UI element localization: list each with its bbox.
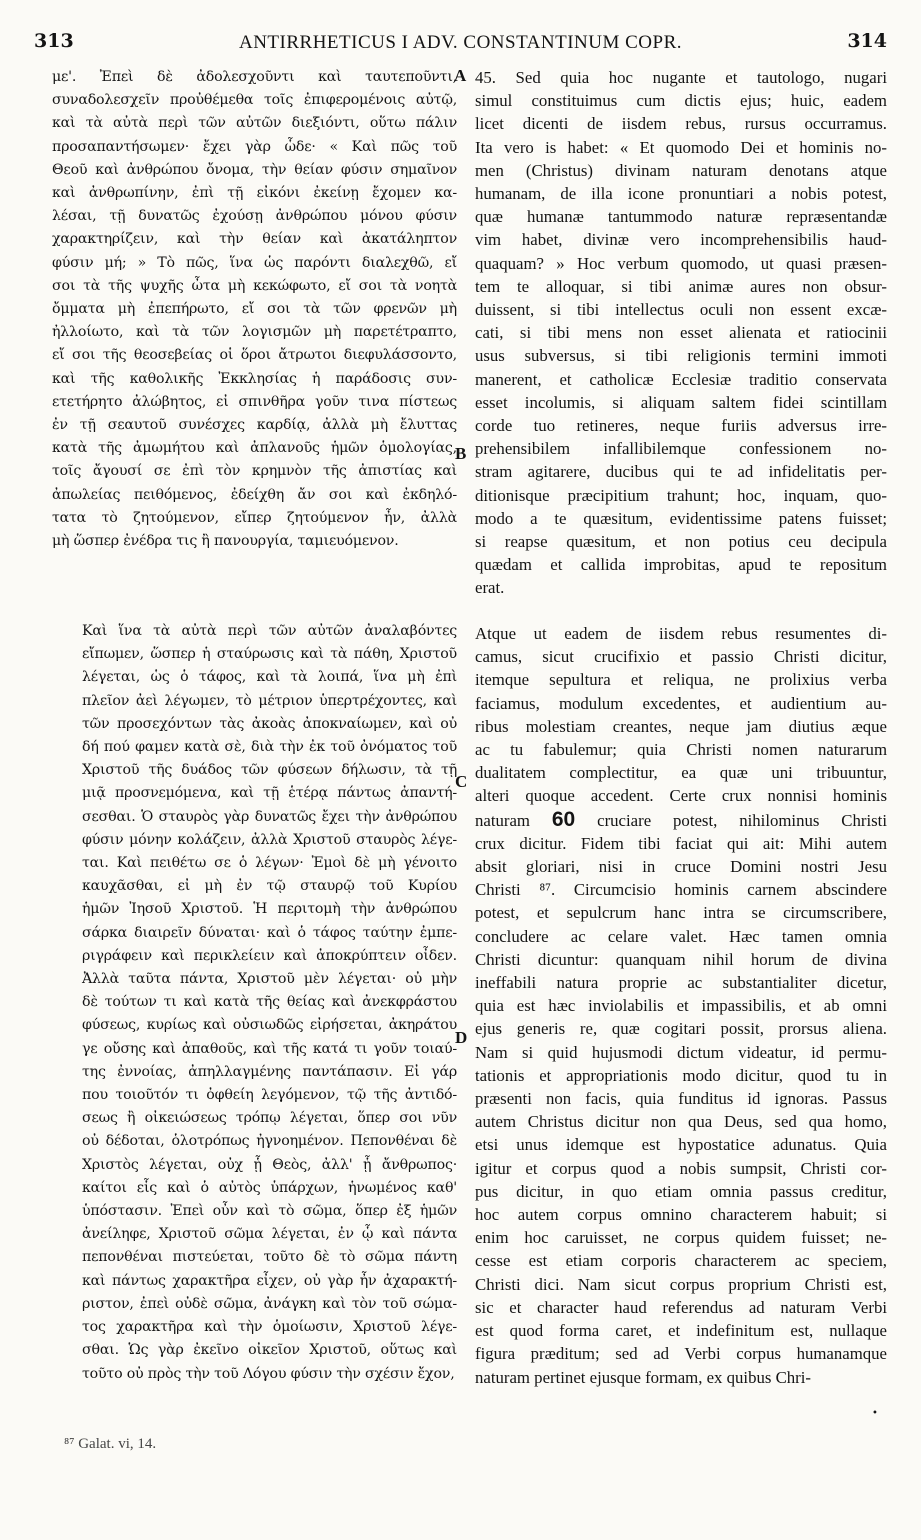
text-line: ac tu fabulemur; quia Christi nomen naturarum: [475, 740, 887, 760]
text-line: ἠλλοίωτο, καὶ τὰ τῶν λογισμῶν μὴ παρετέτραπτο,: [52, 324, 457, 341]
text-line: concludere ac celare valet. Hæc tamen omnia: [475, 926, 887, 946]
text-line: Ita vero is habet: « Et quomodo Dei et hominis no-: [475, 137, 887, 157]
margin-marker-b: B: [455, 444, 467, 463]
text-line: erat.: [475, 578, 505, 598]
text-line: εἴπωμεν, ὥσπερ ἡ σταύρωσις καὶ τὰ πάθη, Χριστοῦ: [82, 646, 457, 663]
text-line: τῶν προσεχόντων τὰς ἀκοὰς ἀποκναίωμεν, καὶ οὐ: [82, 715, 457, 732]
text-line: licet dicenti de iisdem rebus, rursus occurramus.: [475, 114, 887, 134]
page-number-right: 314: [847, 30, 887, 52]
text-line: corde tuo retineres, neque furiis adversus irre-: [475, 416, 887, 436]
text-line: tationis et appropriationis modo dicitur, quod tu in: [475, 1065, 887, 1085]
text-line: Christi dicuntur: quanquam nihil horum de divina: [475, 949, 887, 969]
text-line: λέγεται, ὡς ὁ τάφος, καὶ τὰ λοιπά, ἵνα μὴ ἐπὶ: [82, 669, 457, 686]
text-line: τος χαρακτῆρα καὶ τὴν ὁμοίωσιν, Χριστοῦ λέγε-: [82, 1319, 457, 1336]
text-line: ριστον, ἐπεὶ οὐδὲ σῶμα, ἀνάγκη καὶ τὸν τοῦ σώμα-: [82, 1295, 457, 1312]
text-line: ribus molestiam creantes, neque jam diutius æque: [475, 716, 887, 736]
text-line: καὶ ἀνθρωπίνην, ἐπὶ τῇ εἰκόνι ἐκείνῃ ἔχομεν κα-: [52, 185, 457, 202]
text-line: Θεοῦ καὶ ἀνθρώπου ὄνομα, τὴν θείαν φύσιν σημαῖνον: [52, 161, 457, 178]
text-line: Ἀλλὰ ταῦτα πάντα, Χριστοῦ μὲν λέγεται· οὐ μὴν: [82, 971, 457, 988]
text-line: σεως ἢ οἰκειώσεως τρόπῳ λέγεται, ὅπερ σοι νῦν: [82, 1110, 457, 1127]
text-line: καίτοι εἷς καὶ ὁ αὐτὸς ὑπάρχων, ἡνωμένος καθ': [82, 1179, 457, 1196]
text-line: potest, et sepulcrum hanc intra se circumscribere,: [475, 903, 887, 923]
text-line: enim hoc caruisset, ne corpus quidem fuisset; ne-: [475, 1228, 887, 1248]
text-line: etsi unus idemque est hypostatice adunatus. Quia: [475, 1135, 887, 1155]
text-line: pus dicitur, in quo etiam omnia passus creditur,: [475, 1181, 887, 1201]
text-line: πλεῖον ἀεὶ λέγωμεν, τὸ μέτριον ὑπερτρέχοντες, καὶ: [82, 692, 457, 709]
text-line: men (Christus) divinam naturam denotans atque: [475, 160, 887, 180]
text-line: Χριστοῦ τῆς δυάδος τῶν φύσεων δήλωσιν, τὰ τῇ: [82, 762, 457, 779]
text-line: τοῖς ἄγουσί σε ἐπὶ τὸν κρημνὸν τῆς ἀπιστίας καὶ: [52, 463, 457, 480]
text-line: naturam 60 cruciare potest, nihilominus Christi: [475, 807, 887, 831]
text-line: σοι τὰ τῆς ψυχῆς ὦτα μὴ κεκώφωτο, εἴ σοι τὰ νοητὰ: [52, 277, 457, 294]
text-line: με'. Ἐπεὶ δὲ ἀδολεσχοῦντι καὶ ταυτεποῦντι,: [52, 69, 457, 85]
text-line: ὄμματα μὴ ἐπεπήρωτο, εἴ σοι τὰ τῶν φρενῶν μὴ: [52, 301, 457, 318]
text-line: Christi ⁸⁷. Circumcisio hominis carnem abscindere: [475, 880, 887, 900]
text-line: hoc autem corpus omnino characterem habuit; si: [475, 1205, 887, 1225]
text-line: μιᾷ προσνεμόμενα, καὶ τῇ ἑτέρᾳ πάντως ἀπαντή-: [82, 785, 457, 802]
text-line: manerent, et catholicæ Ecclesiæ traditio conservata: [475, 369, 887, 389]
text-line: προσαπαντήσωμεν· ἔχει γὰρ ὧδε· « Καὶ πῶς τοῦ: [52, 138, 457, 155]
text-line: σάρκα διαιρεῖν δύναται· καὶ ὁ τάφος ταύτην ἐμπε-: [82, 924, 457, 941]
text-line: καυχᾶσθαι, εἰ μὴ ἐν τῷ σταυρῷ τοῦ Κυρίου: [82, 878, 457, 895]
running-title: ANTIRRHETICUS I ADV. CONSTANTINUM COPR.: [238, 32, 683, 53]
text-line: συναδολεσχεῖν προὐθέμεθα τοῖς ἐπιφερομένοις αὐτῷ,: [52, 92, 457, 109]
text-line: Atque ut eadem de iisdem rebus resumentes di-: [475, 624, 887, 643]
text-line: καὶ τῆς καθολικῆς Ἐκκλησίας ἡ παράδοσις συν-: [52, 370, 457, 387]
text-line: φύσιν μόνην κολάζειν, ἀλλὰ Χριστοῦ σταυρὸς λέγε-: [82, 831, 457, 848]
text-line: καὶ πάντως χαρακτῆρα εἶχεν, οὐ γὰρ ἦν ἀχαρακτή-: [82, 1272, 457, 1289]
text-line: modo a te quæsitum, evidentissime patens fuisset;: [475, 508, 887, 528]
greek-column-section-2: [52, 620, 457, 1386]
text-line: τατα τὸ ζητούμενον, εἴπερ ζητούμενον ἦν, ἀλλὰ: [52, 509, 457, 526]
text-line: duissent, si tibi intellectus oculi non essent excæ-: [475, 300, 887, 320]
text-line: alteri quoque accedent. Certe crux nonnisi hominis: [475, 786, 887, 806]
margin-marker-d: D: [455, 1028, 468, 1047]
text-line: 45. Sed quia hoc nugante et tautologo, nugari: [475, 68, 887, 87]
text-line: Christi dici. Nam sicut corpus proprium Christi est,: [475, 1274, 887, 1294]
text-line: figura præditum; sed ad Verbi corpus humanamque: [475, 1344, 887, 1364]
text-line: Καὶ ἵνα τὰ αὐτὰ περὶ τῶν αὐτῶν ἀναλαβόντες: [82, 623, 457, 639]
text-line: ὑπόστασιν. Ἐπεὶ οὖν καὶ τὸ σῶμα, ὅπερ ἐξ ἡμῶν: [82, 1203, 457, 1220]
greek-column-section-1: [52, 66, 457, 553]
text-line: καὶ τὰ αὐτὰ περὶ τῶν αὐτῶν διεξιόντι, οὕτω πάλιν: [52, 115, 457, 132]
text-line: cesse est etiam corporis characterem ac speciem,: [475, 1251, 887, 1271]
text-line: φύσιν μή; » Τὸ πῶς, ἵνα ὡς παρόντι διαλεχθῶ, εἴ: [52, 254, 457, 271]
text-line: ριγράφειν καὶ περικλείειν καὶ ἀποκρύπτειν οἶδεν.: [82, 947, 457, 964]
text-line: cati, si tibi mens non esset alienata et ratiocinii: [475, 323, 887, 343]
text-line: si reapse quæsitum, et non potius ceu decipula: [475, 532, 887, 552]
text-line: ἐν τῇ σεαυτοῦ συνέσχες καρδίᾳ, ἀλλὰ μὴ ἔλυττας: [52, 417, 457, 434]
text-line: simul constituimus cum dictis ejus; huic, eadem: [475, 91, 887, 111]
text-line: λέσαι, τῇ δυνατῶς ἐχούσῃ ἀνθρώπου μόνου φύσιν: [52, 208, 457, 225]
text-line: esset incolumis, si aliquam saltem fidei scintillam: [475, 392, 887, 412]
text-line: ἀπωλείας πειθόμενος, ἐδείχθη ἄν σοι καὶ ἐκδηλό-: [52, 486, 457, 503]
footnote: ⁸⁷ Galat. vi, 14.: [64, 1436, 157, 1452]
text-line: humanam, de illa icone pronuntiari a nobis potest,: [475, 184, 887, 204]
text-line: ἡμῶν Ἰησοῦ Χριστοῦ. Ἡ περιτομὴ τὴν ἀνθρώπου: [82, 901, 457, 918]
text-line: dualitatem complectitur, ea quæ uni tribuuntur,: [475, 763, 887, 783]
greek-paragraph-1: [52, 66, 457, 553]
text-line: est quod forma caret, et indefinitum est, nullaque: [475, 1321, 887, 1341]
text-line: faciamus, modulum excedentes, et audientium au-: [475, 693, 887, 713]
text-line: crux dicitur. Fidem tibi faciat qui ait: Mihi autem: [475, 833, 887, 853]
text-line: φύσεως, κυρίως καὶ οὐσιωδῶς εἰρήσεται, ἀκηράτου: [82, 1017, 457, 1034]
text-line: usus subversus, si tibi religionis termini immoti: [475, 346, 887, 366]
latin-paragraph-1: [475, 66, 887, 600]
text-line: ditionisque præcipitium trahunt; hoc, inquam, quo-: [475, 485, 887, 505]
text-line: naturam pertinet ejusque formam, ex quibus Chri-: [475, 1367, 812, 1387]
text-line: χαρακτηρίζειν, καὶ τὴν θείαν καὶ ἀκατάληπτον: [52, 231, 457, 248]
text-line: sic et character haud referendus ad naturam Verbi: [475, 1297, 887, 1317]
text-line: ται. Καὶ πειθέτω σε ὁ λέγων· Ἐμοὶ δὲ μὴ γένοιτο: [82, 855, 457, 872]
text-line: prehensibilem infallibilemque confessionem no-: [475, 439, 887, 459]
text-line: δή πού φαμεν κατὰ σὲ, διὰ τὴν ἐκ τοῦ ὀνόματος τοῦ: [82, 739, 457, 756]
text-line: camus, sicut crucifixio et passio Christi dicitur,: [475, 647, 887, 667]
column-number: 60: [551, 807, 576, 831]
greek-paragraph-2: [52, 620, 457, 1386]
text-line: quædam et callida improbitas, apud te repositum: [475, 555, 887, 575]
text-line: Nam si quid hujusmodi dictum videatur, id permu-: [475, 1042, 887, 1062]
text-line: præsenti non facis, quia funditus id ignoras. Passus: [475, 1089, 887, 1109]
text-line: vim habet, divinæ vero incomprehensibilis haud-: [475, 230, 887, 250]
text-line: Χριστὸς λέγεται, οὐχ ᾗ Θεὸς, ἀλλ' ᾗ ἄνθρωπος·: [82, 1156, 457, 1173]
latin-column-section-1: [475, 66, 887, 600]
text-line: ετετήρητο ἀλώβητος, εἰ σπινθῆρα γοῦν τινα πίστεως: [52, 393, 457, 410]
text-line: ineffabili natura proprie ac substantialiter dicetur,: [475, 973, 887, 993]
margin-marker-c: C: [455, 772, 468, 791]
latin-paragraph-2: [475, 622, 887, 1389]
text-line: quia est hæc inviolabilis et impassibilis, et ab omni: [475, 996, 887, 1016]
text-line: quæ humanæ tantummodo naturæ repræsentandæ: [475, 207, 887, 227]
text-line: ἀνείληφε, Χριστοῦ σῶμα λέγεται, ἐν ᾧ καὶ πάντα: [82, 1226, 457, 1243]
text-line: σεσθαι. Ὁ σταυρὸς γὰρ δυνατῶς ἔχει τὴν ἀνθρώπου: [82, 808, 457, 825]
text-line: εἴ σοι τῆς θεοσεβείας οἱ ὅροι ἄτρωτοι διεφυλάσσοντο,: [52, 347, 457, 364]
text-line: quaquam? » Hoc verbum quomodo, ut quasi præsen-: [475, 253, 887, 273]
text-line: γε οὔσης καὶ ἀπαθοῦς, καὶ τῆς κατά τι γοῦν τοιαύ-: [82, 1040, 457, 1057]
text-line: σθαι. Ὡς γὰρ ἐκεῖνο οἰκεῖον Χριστοῦ, οὕτως καὶ: [82, 1342, 457, 1359]
text-line: τοῦτο οὐ πρὸς τὴν τοῦ Λόγου φύσιν τὴν σχέσιν ἔχον,: [82, 1365, 455, 1382]
text-line: autem Christus dicitur non qua Deus, sed qua homo,: [475, 1112, 887, 1132]
text-line: absit gloriari, nisi in cruce Domini nostri Jesu: [475, 857, 887, 877]
text-line: ejus generis re, quæ cogitari possit, prorsus aliena.: [475, 1019, 887, 1039]
text-line: που τοιοῦτόν τι ὀφθείη λεγόμενον, τῷ τῆς ἀντιδό-: [82, 1087, 457, 1104]
text-line: κατὰ τῆς ἀμωμήτου καὶ ἀπλανοῦς ἡμῶν ὁμολογίας,: [52, 440, 457, 457]
text-line: δὲ τούτων τι καὶ κατὰ τῆς θείας καὶ ἀνεκφράστου: [82, 994, 457, 1011]
text-line: πεπονθέναι πιστεύεται, τοῦτο δὲ τὸ σῶμα πάντη: [82, 1249, 457, 1266]
text-line: της ἐννοίας, ἀπηλλαγμένης παντάπασιν. Εἰ γάρ: [82, 1063, 457, 1080]
page-number-left: 313: [34, 30, 74, 52]
decorative-dot: •: [872, 1408, 878, 1419]
text-line: tem te alloquar, si tibi animæ aures non obsur-: [475, 276, 887, 296]
text-line: igitur et corpus quod a nobis sumpsit, Christi cor-: [475, 1158, 887, 1178]
latin-column-section-2: [475, 622, 887, 1389]
text-line: stram agitarere, ducibus qui te ad infidelitatis per-: [475, 462, 887, 482]
margin-marker-a: A: [454, 66, 467, 85]
text-line: οὐ δέδοται, ὁλοτρόπως ἠγνοημένον. Πεπονθέναι δὲ: [82, 1133, 457, 1150]
page-header: [0, 30, 921, 60]
text-line: μὴ ὥσπερ ἐνέδρα τις ἢ πανουργία, ταμιευόμενον.: [52, 533, 399, 550]
text-line: itemque sepultura et reliqua, ne prolixius verba: [475, 670, 887, 690]
